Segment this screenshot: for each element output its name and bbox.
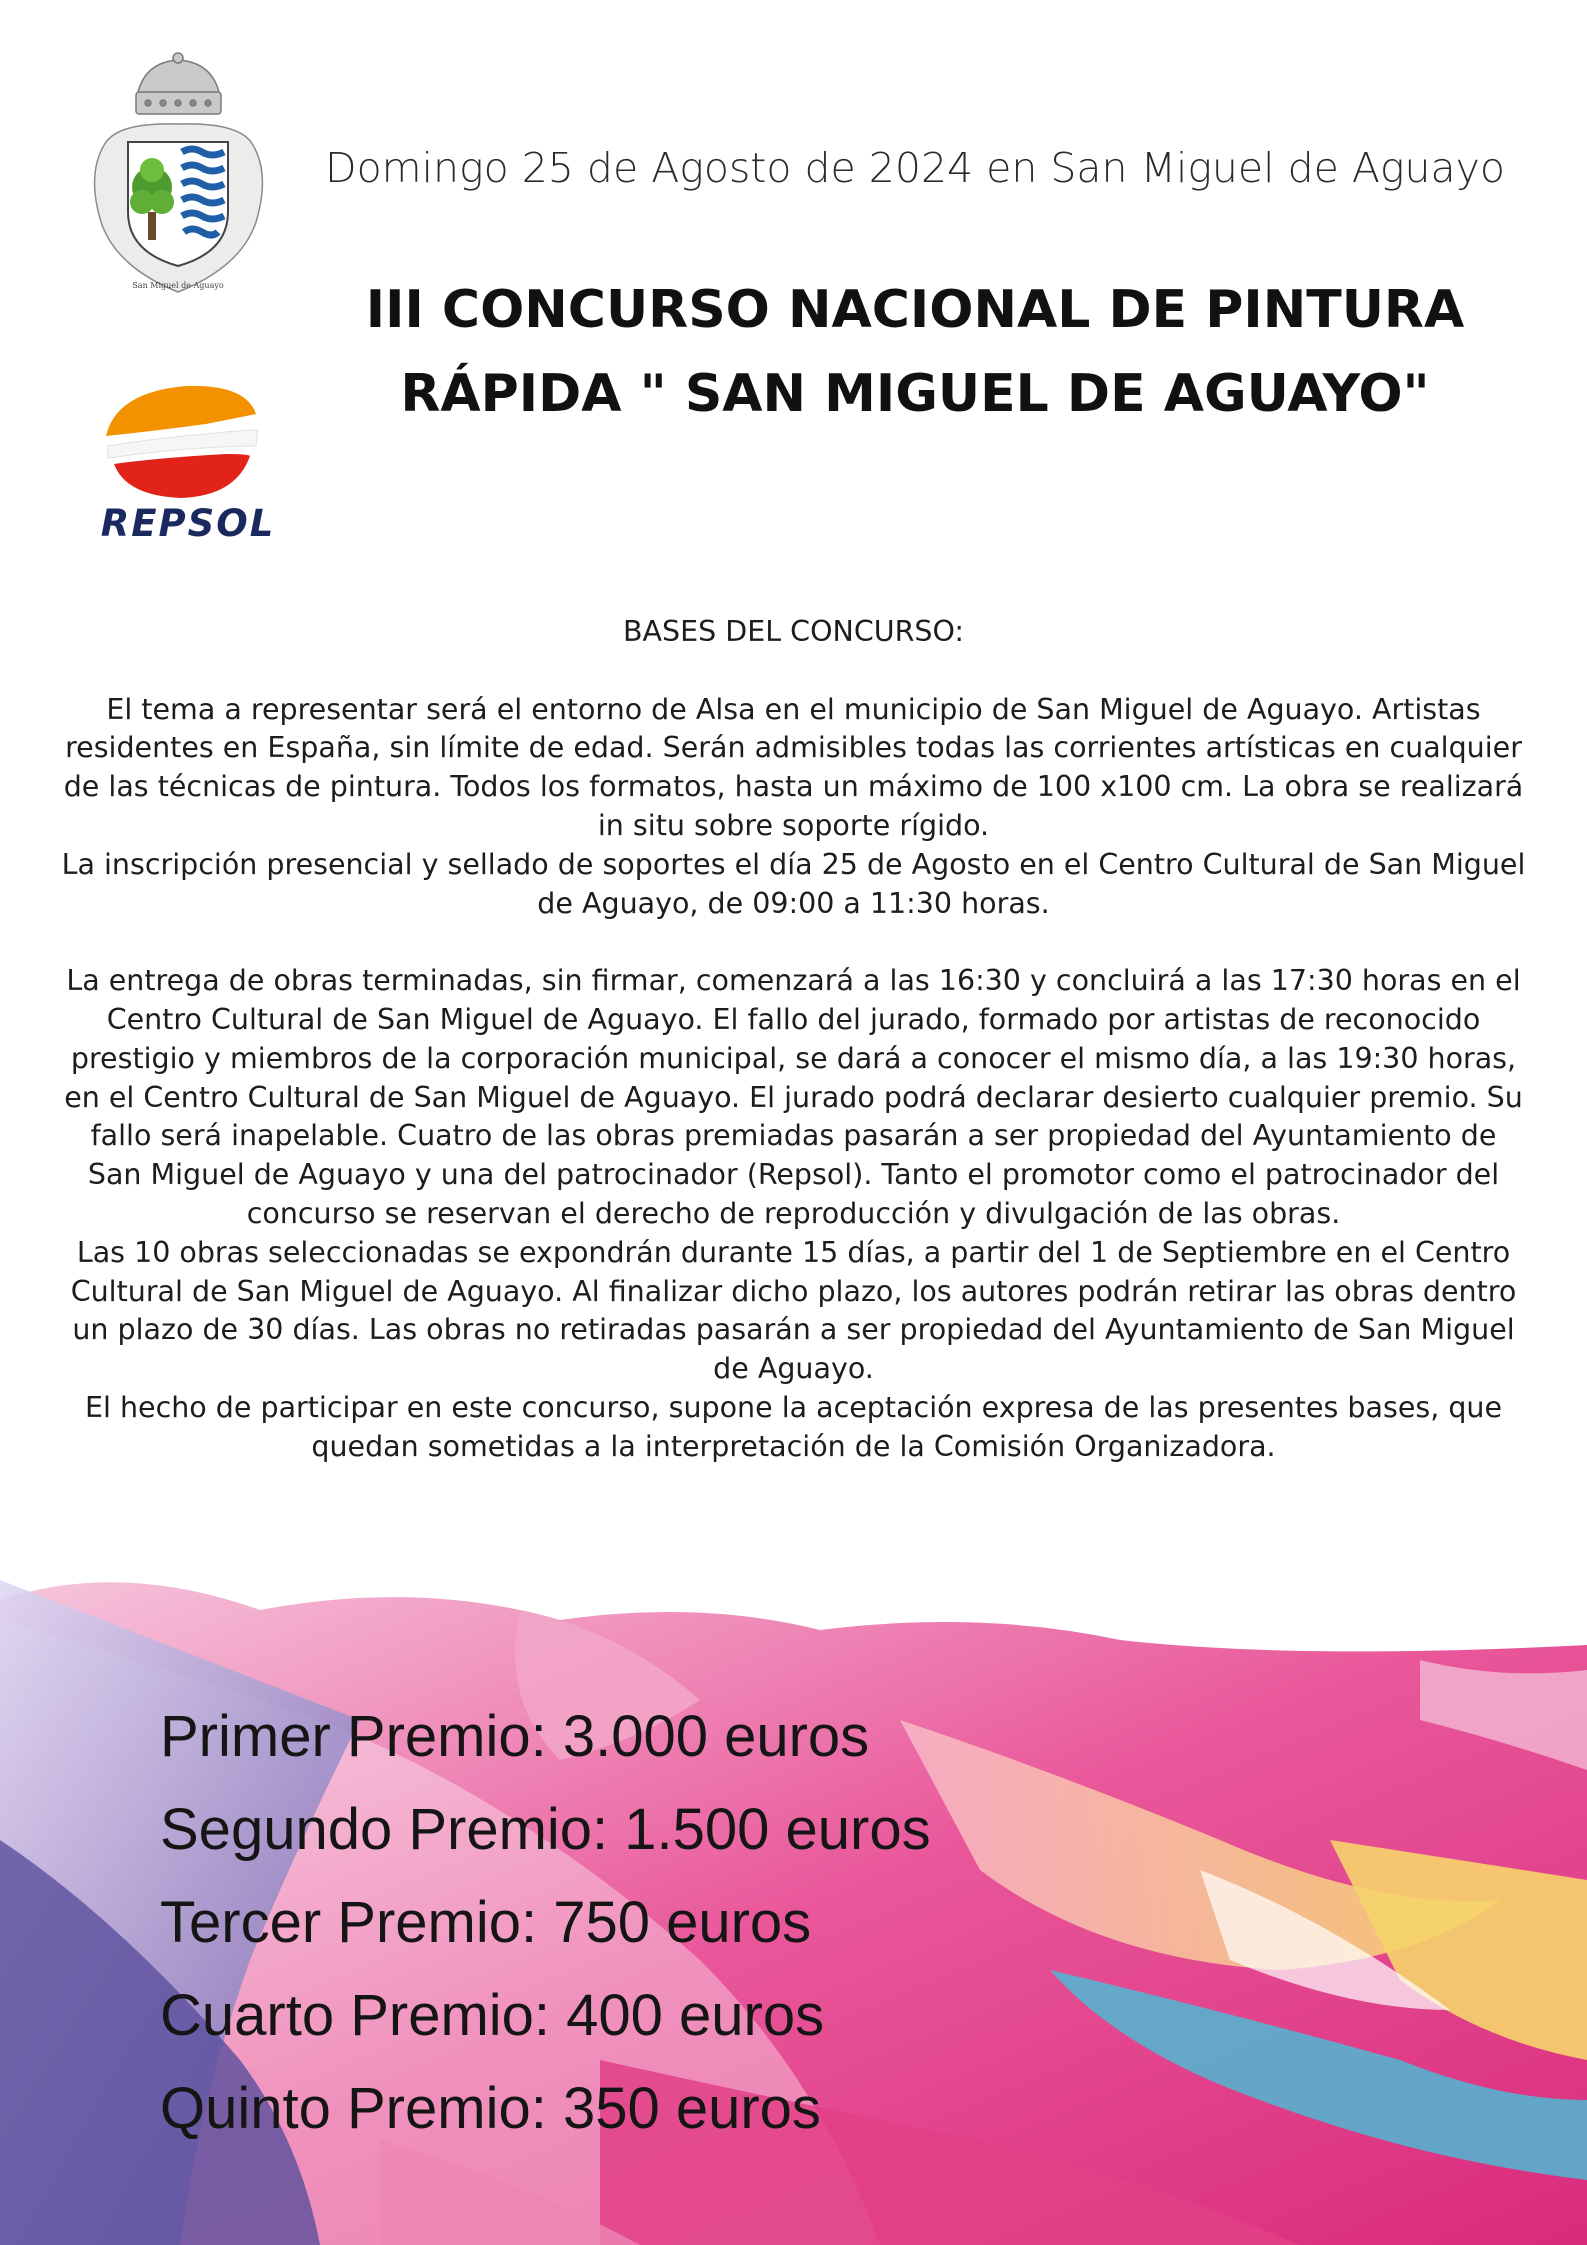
prize-item: Quinto Premio: 350 euros <box>160 2076 821 2141</box>
prize-item: Tercer Premio: 750 euros <box>160 1890 812 1955</box>
repsol-wordmark: REPSOL <box>100 502 276 545</box>
event-date: Domingo 25 de Agosto de 2024 en San Miguel de Aguayo <box>325 144 1505 192</box>
prize-item: Segundo Premio: 1.500 euros <box>160 1797 931 1862</box>
rules-heading: BASES DEL CONCURSO: <box>622 615 965 648</box>
repsol-emblem-icon <box>86 384 286 504</box>
rules-paragraph: El hecho de participar en este concurso, supone la aceptación expresa de las presentes bases, que quedan sometidas a la interpretación de la Comisión Organizadora. <box>84 1390 1503 1463</box>
title-line-2: RÁPIDA " SAN MIGUEL DE AGUAYO" <box>400 364 1430 424</box>
rules-paragraph: La entrega de obras terminadas, sin firmar, comenzará a las 16:30 y concluirá a las 17:30 horas en el Centro Cultural de San Miguel de Aguayo. El fallo del jurado, formado por artistas de reconocido prestigio y miembros de la corporación municipal, se dará a conocer el mismo día, a las 19:30 horas, en el Centro Cultural de San Miguel de Aguayo. El jurado podrá declarar desierto cualquier premio. Su fallo será inapelable. Cuatro de las obras premiadas pasarán a ser propiedad del Ayuntamiento de San Miguel de Aguayo y una del patrocinador (Repsol). Tanto el promotor como el patrocinador del concurso se reservan el derecho de reproducción y divulgación de las obras. <box>64 964 1523 1230</box>
rules-paragraph: Las 10 obras seleccionadas se expondrán durante 15 días, a partir del 1 de Septiembre en el Centro Cultural de San Miguel de Aguayo. Al finalizar dicho plazo, los autores podrán retirar las obras dentro un plazo de 30 días. Las obras no retiradas pasarán a ser propiedad del Ayuntamiento de San Miguel de Aguayo. <box>70 1235 1517 1386</box>
spacer <box>60 652 1527 691</box>
prize-item: Cuarto Premio: 400 euros <box>160 1983 825 2048</box>
rules-paragraph: La inscripción presencial y sellado de soportes el día 25 de Agosto en el Centro Cultural de San Miguel de Aguayo, de 09:00 a 11:30 horas. <box>61 847 1526 920</box>
prize-item: Primer Premio: 3.000 euros <box>160 1704 870 1769</box>
prize-list <box>160 1690 1460 2155</box>
spacer <box>60 923 1527 962</box>
contest-rules <box>60 613 1527 1467</box>
rules-paragraph: El tema a representar será el entorno de Alsa en el municipio de San Miguel de Aguayo. Artistas residentes en España, sin límite de edad. Serán admisibles todas las corrientes artísticas en cualquier de las técnicas de pintura. Todos los formatos, hasta un máximo de 100 x100 cm. La obra se realizará in situ sobre soporte rígido. <box>63 692 1524 842</box>
crown-icon <box>136 53 221 114</box>
coat-inscription: San Miguel de Aguayo <box>132 281 224 290</box>
coat-of-arms-logo <box>86 52 271 302</box>
page-title <box>300 268 1530 436</box>
title-line-1: III CONCURSO NACIONAL DE PINTURA <box>365 280 1465 340</box>
repsol-logo <box>86 384 286 549</box>
